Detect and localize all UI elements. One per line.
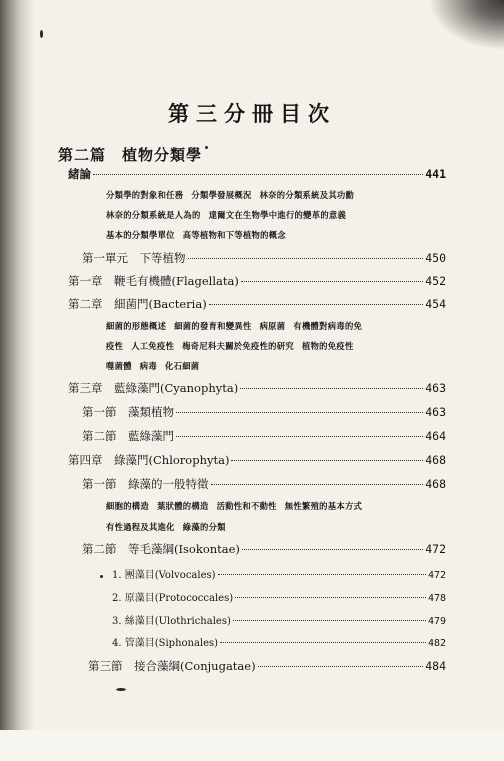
- leader-dots: [240, 387, 423, 389]
- toc-row: [112, 566, 446, 581]
- toc-row-label: 第二章 細菌門(Bacteria): [68, 297, 207, 311]
- toc-row: [68, 166, 446, 182]
- toc-row-label: 第一單元 下等植物: [82, 251, 186, 265]
- page-margin-bottom: [0, 730, 504, 761]
- subtopic-line: [106, 189, 362, 201]
- leader-dots: [258, 665, 424, 667]
- toc-row-label: 第四章 綠藻門(Chlorophyta): [68, 453, 230, 467]
- leader-dots: [242, 548, 423, 550]
- leader-dots: [176, 411, 423, 413]
- subtopic: 有機體對病毒的免: [293, 321, 363, 331]
- toc-row: [68, 273, 446, 289]
- leader-dots: [235, 596, 426, 598]
- subtopic: 細菌的發育和變異性: [174, 321, 252, 331]
- subtopic-line: [106, 521, 234, 533]
- subtopic: 活動性和不動性: [216, 501, 277, 511]
- subtopic-line: [106, 229, 294, 241]
- toc-row-label: 第三章 藍綠藻門(Cyanophyta): [68, 381, 239, 395]
- toc-row-page: 463: [425, 381, 446, 395]
- subtopic-line: [106, 320, 370, 332]
- subtopic: 基本的分類學單位: [106, 230, 175, 240]
- toc-row-label: 第二節 藍綠藻門: [82, 429, 174, 443]
- toc-row-page: 464: [425, 429, 446, 443]
- toc-row: [68, 452, 446, 468]
- subtopic: 綠藻的分類: [182, 522, 226, 532]
- subtopic: 無性繁殖的基本方式: [284, 501, 363, 511]
- ink-speck: [100, 575, 103, 578]
- toc-row-label: 第一章 鞭毛有機體(Flagellata): [68, 274, 239, 288]
- subtopic: 林奈的分類系統是人為的: [106, 210, 201, 220]
- toc-row-label: 第一節 綠藻的一般特徵: [82, 477, 209, 491]
- toc-row-page: 478: [427, 593, 446, 604]
- toc-row: [88, 658, 446, 674]
- subtopic: 化石細菌: [165, 361, 200, 371]
- chapter-heading: 第二篇 植物分類學: [58, 146, 203, 164]
- toc-row-label: 第一節 藻類植物: [82, 405, 174, 419]
- subtopic-line: [106, 500, 370, 512]
- toc-row-page: 441: [425, 167, 446, 181]
- leader-dots: [231, 459, 423, 461]
- toc-row-label: 2. 原藻目(Protococcales): [112, 593, 234, 604]
- toc-title: 第三分冊目次: [168, 101, 336, 126]
- subtopic: 梅奇尼科夫關於免疫性的研究: [182, 341, 294, 351]
- subtopic: 噬菌體: [106, 361, 132, 371]
- toc-row-label: 4. 管藻目(Siphonales): [112, 638, 219, 649]
- toc-row-page: 454: [425, 297, 446, 311]
- leader-dots: [218, 573, 426, 575]
- subtopic: 高等植物和下等植物的概念: [182, 230, 286, 240]
- toc-row: [82, 404, 446, 420]
- subtopic-line: [106, 340, 362, 352]
- subtopic: 達爾文在生物學中進行的變革的意義: [208, 210, 347, 220]
- leader-dots: [233, 619, 426, 621]
- toc-row: [112, 634, 446, 649]
- toc-row-page: 472: [425, 542, 446, 556]
- toc-row-page: 472: [427, 570, 446, 581]
- toc-row-page: 463: [425, 405, 446, 419]
- subtopic: 有性過程及其進化: [106, 522, 175, 532]
- toc-row: [68, 296, 446, 312]
- toc-row-label: 緒論: [68, 167, 91, 181]
- leader-dots: [241, 280, 423, 282]
- page-corner-stain: [414, 0, 504, 60]
- toc-row-page: 452: [425, 274, 446, 288]
- leader-dots: [188, 257, 424, 259]
- subtopic: 分類學發展概況: [191, 190, 252, 200]
- subtopic: 細菌的形態概述: [106, 321, 167, 331]
- subtopic-line: [106, 209, 354, 221]
- toc-row-page: 468: [425, 453, 446, 467]
- ink-speck: [205, 146, 208, 149]
- toc-row: [82, 250, 446, 266]
- toc-row: [82, 476, 446, 492]
- subtopic-line: [106, 360, 207, 372]
- leader-dots: [209, 303, 424, 305]
- toc-row: [68, 380, 446, 396]
- subtopic: 細胞的構造: [106, 501, 149, 511]
- toc-row-page: 479: [427, 616, 446, 627]
- toc-row: [112, 612, 446, 627]
- ink-speck: [116, 688, 126, 691]
- toc-row-page: 450: [425, 251, 446, 265]
- ink-speck: [40, 30, 43, 38]
- toc-row-page: 468: [425, 477, 446, 491]
- subtopic: 植物的免疫性: [301, 341, 354, 351]
- subtopic: 病原菌: [259, 321, 286, 331]
- toc-row-page: 484: [425, 659, 446, 673]
- toc-row: [82, 541, 446, 557]
- subtopic: 疫性: [106, 341, 124, 351]
- leader-dots: [93, 173, 423, 175]
- toc-row-label: 第二節 等毛藻綱(Isokontae): [82, 542, 240, 556]
- toc-row-page: 482: [427, 638, 446, 649]
- toc-row: [82, 428, 446, 444]
- subtopic: 病毒: [139, 361, 157, 371]
- subtopic: 分類學的對象和任務: [106, 190, 184, 200]
- leader-dots: [176, 435, 423, 437]
- subtopic: 葉狀體的構造: [157, 501, 209, 511]
- subtopic: 林奈的分類系統及其功勳: [259, 190, 355, 200]
- toc-row: [112, 589, 446, 604]
- subtopic: 人工免疫性: [131, 341, 175, 351]
- toc-row-label: 1. 團藻目(Volvocales): [112, 570, 216, 581]
- toc-row-label: 3. 絲藻目(Ulothrichales): [112, 616, 231, 627]
- leader-dots: [220, 641, 426, 643]
- toc-row-label: 第三節 接合藻綱(Conjugatae): [88, 659, 256, 673]
- leader-dots: [211, 483, 424, 485]
